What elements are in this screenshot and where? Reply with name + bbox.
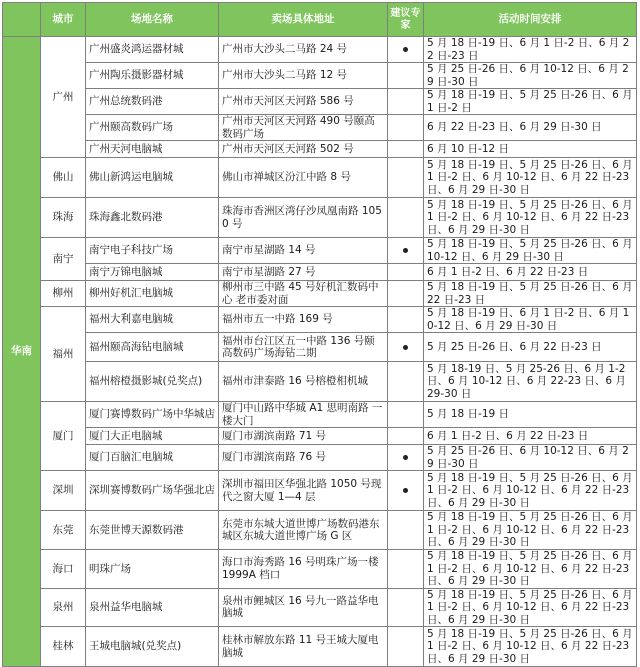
address-cell: 厦门中山路中华城 A1 思明南路 一楼大门: [219, 402, 388, 428]
city-cell: 泉州: [41, 588, 86, 627]
header-expert: 建议专家: [388, 3, 424, 37]
address-cell: 柳州市三中路 45 号好机汇数码中心 老市委对面: [219, 281, 388, 307]
schedule-cell: 6 月 1 日-2 日、6 月 22 日-23 日: [424, 264, 637, 281]
table-row: [3, 37, 637, 63]
address-cell: 桂林市解放东路 11 号王城大厦电脑城: [219, 627, 388, 667]
schedule-cell: 5 月 25 日-26 日、6 月 10-12 日、6 月 29 日-30 日: [424, 63, 637, 89]
venue-cell: 厦门百脑汇电脑城: [86, 445, 219, 471]
address-cell: 广州市大沙头二马路 12 号: [219, 63, 388, 89]
schedule-cell: 5 月 18 日-19 日、5 月 25 日-26 日、6 月 1 日-2 日: [424, 89, 637, 115]
address-cell: 泉州市鲤城区 16 号九一路益华电脑城: [219, 588, 388, 627]
table-row: [3, 141, 637, 158]
address-cell: 广州市天河区天河路 586 号: [219, 89, 388, 115]
city-cell: 南宁: [41, 238, 86, 281]
table-row: [3, 362, 637, 402]
venue-cell: 广州陶乐摄影器材城: [86, 63, 219, 89]
city-cell: 珠海: [41, 198, 86, 238]
schedule-cell: 5 月 25 日-26 日、6 月 10-12 日、6 月 29 日-30 日: [424, 445, 637, 471]
city-cell: 桂林: [41, 627, 86, 667]
address-cell: 深圳市福田区华强北路 1050 号现代之窗大厦 1—4 层: [219, 471, 388, 511]
expert-cell: [388, 115, 424, 141]
city-cell: 福州: [41, 307, 86, 402]
address-cell: 福州市台江区五一中路 136 号颐高数码广场海钻二期: [219, 333, 388, 362]
table-row: [3, 198, 637, 238]
table-row: [3, 471, 637, 511]
city-cell: 深圳: [41, 471, 86, 511]
expert-cell: [388, 362, 424, 402]
expert-cell: [388, 281, 424, 307]
schedule-cell: 5 月 18-19 日、5 月 25-26 日、6 月 1-2 日、6 月 10-12 日、6 月 22-23 日、6 月 29-30 日: [424, 362, 637, 402]
address-cell: 佛山市禅城区汾江中路 8 号: [219, 158, 388, 198]
venue-cell: 佛山新鸿运电脑城: [86, 158, 219, 198]
venue-cell: 广州盛炎鸿运器材城: [86, 37, 219, 63]
address-cell: 南宁市星湖路 14 号: [219, 238, 388, 264]
expert-cell: [388, 238, 424, 264]
address-cell: 南宁市星湖路 27 号: [219, 264, 388, 281]
expert-cell: [388, 63, 424, 89]
city-cell: 广州: [41, 37, 86, 158]
venue-cell: 泉州益华电脑城: [86, 588, 219, 627]
venue-cell: 福州大利嘉电脑城: [86, 307, 219, 333]
table-row: [3, 333, 637, 362]
header-schedule: 活动时间安排: [424, 3, 637, 37]
expert-cell: [388, 141, 424, 158]
expert-cell: [388, 428, 424, 445]
venue-cell: 明珠广场: [86, 550, 219, 589]
expert-cell: [388, 264, 424, 281]
expert-cell: [388, 333, 424, 362]
city-cell: 海口: [41, 550, 86, 589]
event-schedule-table: [2, 2, 637, 667]
address-cell: 广州市大沙头二马路 24 号: [219, 37, 388, 63]
city-cell: 佛山: [41, 158, 86, 198]
table-row: [3, 63, 637, 89]
schedule-cell: 5 月 18 日-19 日、5 月 25 日-26 日、6 月 22 日-23 日: [424, 281, 637, 307]
venue-cell: 珠海鑫北数码港: [86, 198, 219, 238]
schedule-cell: 6 月 1 日-2 日、6 月 22 日-23 日: [424, 428, 637, 445]
venue-cell: 广州总统数码港: [86, 89, 219, 115]
venue-cell: 福州颐高海钻电脑城: [86, 333, 219, 362]
schedule-cell: 6 月 22 日-23 日、6 月 29 日-30 日: [424, 115, 637, 141]
schedule-cell: 5 月 18 日-19 日、5 月 25 日-26 日、6 月 1 日-2 日、6 月 10-12 日、6 月 22 日-23 日、6 月 29 日-30 日: [424, 198, 637, 238]
expert-cell: [388, 307, 424, 333]
region-cell: 华南: [3, 37, 41, 667]
expert-cell: [388, 511, 424, 550]
address-cell: 东莞市东城大道世博广场数码港东城区东城大道世博广场 G 区: [219, 511, 388, 550]
table-row: [3, 115, 637, 141]
table-row: [3, 307, 637, 333]
header-region: [3, 3, 41, 37]
table-row: [3, 445, 637, 471]
table-row: [3, 627, 637, 667]
expert-cell: [388, 402, 424, 428]
expert-dot-icon: [403, 248, 408, 253]
table-row: [3, 550, 637, 589]
venue-cell: 南宁万锦电脑城: [86, 264, 219, 281]
venue-cell: 王城电脑城(兑奖点): [86, 627, 219, 667]
expert-cell: [388, 471, 424, 511]
address-cell: 广州市天河区天河路 490 号颐高数码广场: [219, 115, 388, 141]
venue-cell: 东莞世博天源数码港: [86, 511, 219, 550]
expert-dot-icon: [403, 47, 408, 52]
expert-cell: [388, 627, 424, 667]
expert-cell: [388, 588, 424, 627]
schedule-cell: 5 月 18 日-19 日、5 月 25 日-26 日、6 月 1 日-2 日、6 月 10-12 日、6 月 22 日-23 日、6 月 29 日-30 日: [424, 627, 637, 667]
city-cell: 东莞: [41, 511, 86, 550]
expert-dot-icon: [403, 455, 408, 460]
table-row: [3, 511, 637, 550]
address-cell: 广州市天河区天河路 502 号: [219, 141, 388, 158]
expert-cell: [388, 37, 424, 63]
table-row: [3, 264, 637, 281]
address-cell: 海口市海秀路 16 号明珠广场一楼 1999A 档口: [219, 550, 388, 589]
schedule-cell: 5 月 18 日-19 日: [424, 402, 637, 428]
expert-cell: [388, 198, 424, 238]
table-row: [3, 281, 637, 307]
schedule-cell: 5 月 18 日-19 日、5 月 25 日-26 日、6 月 1 日-2 日、6 月 10-12 日、6 月 22 日-23 日、6 月 29 日-30 日: [424, 471, 637, 511]
city-cell: 柳州: [41, 281, 86, 307]
venue-cell: 南宁电子科技广场: [86, 238, 219, 264]
header-row: [3, 3, 637, 37]
venue-cell: 广州天河电脑城: [86, 141, 219, 158]
schedule-cell: 5 月 18 日-19 日、5 月 25 日-26 日、6 月 10-12 日、6 月 29 日-30 日: [424, 238, 637, 264]
expert-dot-icon: [403, 488, 408, 493]
address-cell: 福州市五一中路 169 号: [219, 307, 388, 333]
expert-cell: [388, 89, 424, 115]
expert-dot-icon: [403, 345, 408, 350]
schedule-cell: 5 月 18 日-19 日、5 月 25 日-26 日、6 月 1 日-2 日、6 月 10-12 日、6 月 22 日-23 日、6 月 29 日-30 日: [424, 511, 637, 550]
schedule-cell: 5 月 25 日-26 日、6 月 22 日-23 日: [424, 333, 637, 362]
table-row: [3, 428, 637, 445]
schedule-cell: 5 月 18 日-19 日、6 月 1 日-2 日、6 月 22 日-23 日: [424, 37, 637, 63]
expert-cell: [388, 445, 424, 471]
header-venue: 场地名称: [86, 3, 219, 37]
table-row: [3, 238, 637, 264]
table-row: [3, 402, 637, 428]
expert-cell: [388, 158, 424, 198]
venue-cell: 深圳赛博数码广场华强北店: [86, 471, 219, 511]
address-cell: 厦门市湖滨南路 76 号: [219, 445, 388, 471]
schedule-cell: 5 月 18 日-19 日、5 月 25 日-26 日、6 月 1 日-2 日、6 月 10-12 日、6 月 22 日-23 日、6 月 29 日-30 日: [424, 588, 637, 627]
table-row: [3, 89, 637, 115]
schedule-cell: 6 月 10 日-12 日: [424, 141, 637, 158]
table-row: [3, 158, 637, 198]
table-row: [3, 588, 637, 627]
venue-cell: 广州颐高数码广场: [86, 115, 219, 141]
city-cell: 厦门: [41, 402, 86, 471]
schedule-cell: 5 月 18 日-19 日、5 月 25 日-26 日、6 月 1 日-2 日、6 月 10-12 日、6 月 22 日-23 日、6 月 29 日-30 日: [424, 158, 637, 198]
address-cell: 珠海市香洲区湾仔沙凤凰南路 1050 号: [219, 198, 388, 238]
expert-cell: [388, 550, 424, 589]
schedule-cell: 5 月 18 日-19 日、6 月 1 日-2 日、6 月 10-12 日、6 月 29 日-30 日: [424, 307, 637, 333]
venue-cell: 福州榕橙摄影城(兑奖点): [86, 362, 219, 402]
header-city: 城市: [41, 3, 86, 37]
address-cell: 福州市津泰路 16 号榕橙相机城: [219, 362, 388, 402]
venue-cell: 厦门赛博数码广场中华城店: [86, 402, 219, 428]
address-cell: 厦门市湖滨南路 71 号: [219, 428, 388, 445]
venue-cell: 厦门大正电脑城: [86, 428, 219, 445]
venue-cell: 柳州好机汇电脑城: [86, 281, 219, 307]
schedule-cell: 5 月 18 日-19 日、5 月 25 日-26 日、6 月 1 日-2 日、6 月 10-12 日、6 月 22 日-23 日、6 月 29 日-30 日: [424, 550, 637, 589]
header-address: 卖场具体地址: [219, 3, 388, 37]
